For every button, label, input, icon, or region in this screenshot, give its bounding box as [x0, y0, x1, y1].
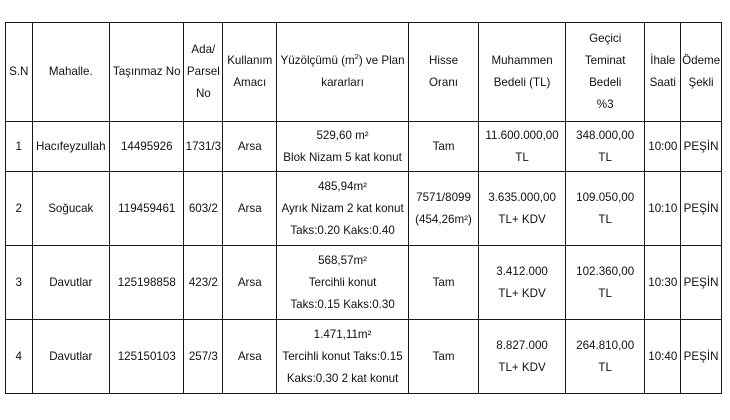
header-row: [6, 23, 722, 122]
cell-saat: 10:40: [645, 320, 681, 394]
header-muhammen: Muhammen Bedeli (TL): [479, 23, 566, 122]
cell-mahalle: Hacıfeyzullah: [32, 122, 110, 172]
cell-odeme: PEŞİN: [681, 246, 722, 320]
header-ihale: İhale Saati: [645, 23, 681, 122]
cell-sn: 1: [6, 122, 33, 172]
cell-ada-parsel: 423/2: [184, 246, 223, 320]
cell-yuzolcumu: 568,57m² Tercihli konut Taks:0.15 Kaks:0.30: [277, 246, 409, 320]
cell-kullanim: Arsa: [223, 172, 277, 246]
cell-tasinmaz: 119459461: [110, 172, 184, 246]
cell-odeme: PEŞİN: [681, 122, 722, 172]
auction-table: [5, 22, 722, 394]
cell-mahalle: Soğucak: [32, 172, 110, 246]
cell-odeme: PEŞİN: [681, 172, 722, 246]
header-yuzolcumu: Yüzölçümü $(m^2)$ ve Plan kararları: [277, 23, 409, 122]
cell-teminat: 109.050,00 TL: [565, 172, 645, 246]
header-sn: S.N: [6, 23, 33, 122]
cell-saat: 10:10: [645, 172, 681, 246]
table-row: [6, 246, 722, 320]
header-ada-parsel: Ada/ Parsel No: [184, 23, 223, 122]
cell-muhammen: 3.412.000 TL+ KDV: [479, 246, 566, 320]
cell-odeme: PEŞİN: [681, 320, 722, 394]
table-row: [6, 122, 722, 172]
cell-muhammen: 8.827.000 TL+ KDV: [479, 320, 566, 394]
cell-muhammen: 11.600.000,00 TL: [479, 122, 566, 172]
cell-kullanim: Arsa: [223, 246, 277, 320]
cell-tasinmaz: 125198858: [110, 246, 184, 320]
cell-hisse: Tam: [408, 246, 478, 320]
cell-saat: 10:00: [645, 122, 681, 172]
header-mahalle: Mahalle.: [32, 23, 110, 122]
cell-ada-parsel: 1731/3: [184, 122, 223, 172]
cell-muhammen: 3.635.000,00 TL+ KDV: [479, 172, 566, 246]
cell-hisse: Tam: [408, 320, 478, 394]
cell-yuzolcumu: 529,60 m² Blok Nizam 5 kat konut: [277, 122, 409, 172]
cell-saat: 10:30: [645, 246, 681, 320]
cell-teminat: 348.000,00 TL: [565, 122, 645, 172]
cell-sn: 3: [6, 246, 33, 320]
cell-yuzolcumu: 485,94m² Ayrık Nizam 2 kat konut Taks:0.20 Kaks:0.40: [277, 172, 409, 246]
cell-mahalle: Davutlar: [32, 246, 110, 320]
cell-ada-parsel: 257/3: [184, 320, 223, 394]
cell-teminat: 264.810,00 TL: [565, 320, 645, 394]
table-row: [6, 172, 722, 246]
table-row: [6, 320, 722, 394]
cell-sn: 2: [6, 172, 33, 246]
header-tasinmaz: Taşınmaz No: [110, 23, 184, 122]
header-teminat: Geçici Teminat Bedeli %3: [565, 23, 645, 122]
cell-hisse: 7571/8099 (454,26m²): [408, 172, 478, 246]
cell-tasinmaz: 14495926: [110, 122, 184, 172]
cell-tasinmaz: 125150103: [110, 320, 184, 394]
cell-mahalle: Davutlar: [32, 320, 110, 394]
header-odeme: Ödeme Şekli: [681, 23, 722, 122]
cell-kullanim: Arsa: [223, 320, 277, 394]
cell-ada-parsel: 603/2: [184, 172, 223, 246]
cell-sn: 4: [6, 320, 33, 394]
cell-teminat: 102.360,00 TL: [565, 246, 645, 320]
cell-yuzolcumu: 1.471,11m² Tercihli konut Taks:0.15 Kaks:0.30 2 kat konut: [277, 320, 409, 394]
header-hisse: Hisse Oranı: [408, 23, 478, 122]
cell-kullanim: Arsa: [223, 122, 277, 172]
header-kullanim: Kullanım Amacı: [223, 23, 277, 122]
cell-hisse: Tam: [408, 122, 478, 172]
